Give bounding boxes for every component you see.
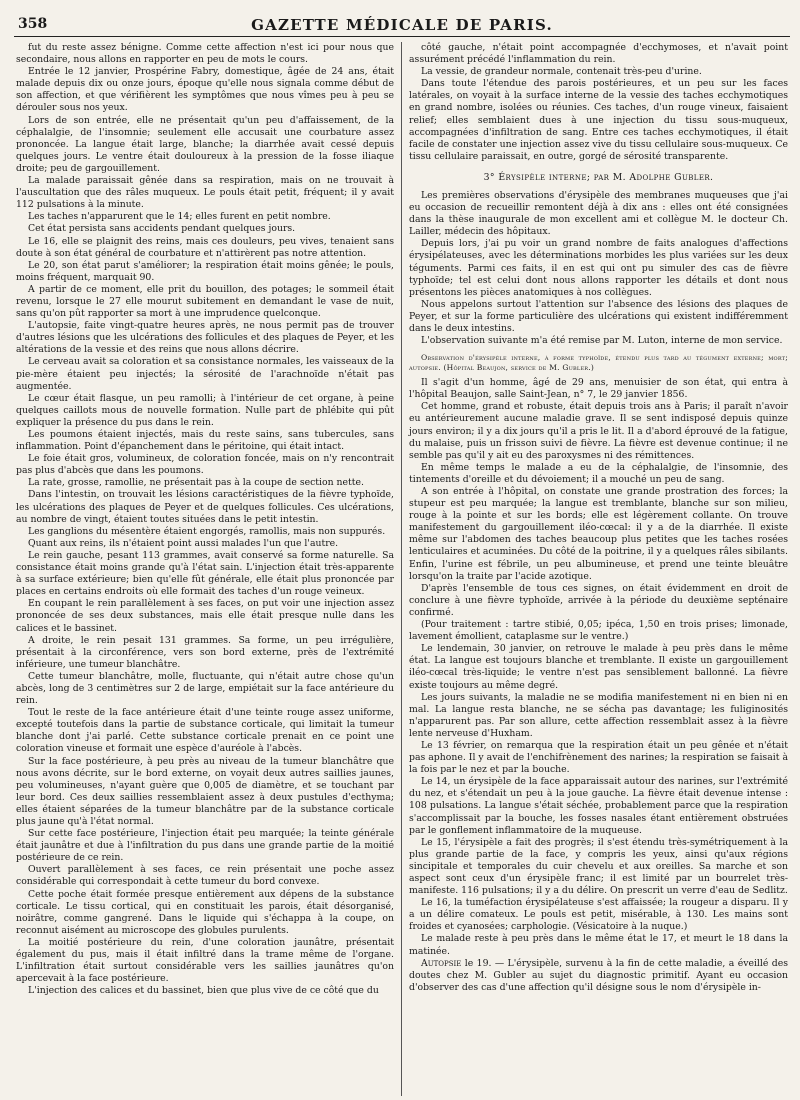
page-number: 358 xyxy=(18,16,48,32)
left-paragraph: Le rein gauche, pesant 113 grammes, avait conservé sa forme naturelle. Sa consistance était moins grande qu'à l'état sain. L'injection était très-apparente à sa surface extérieure; bien qu'elle fût générale, elle était plus prononcée par places en certains endroits où elle formait des taches d'un rouge veineux. xyxy=(16,549,394,598)
left-paragraph: Le cœur était flasque, un peu ramolli; à l'intérieur de cet organe, à peine quelques caillots mous de nouvelle formation. Nulle part de phlébite qui pût expliquer la présence du pus dans le rein. xyxy=(16,392,394,428)
right-paragraph: En même temps le malade a eu de la céphalalgie, de l'insomnie, des tintements d'oreille et du dévoiement; il a mouché un peu de sang. xyxy=(409,461,788,485)
right-paragraph: Le 15, l'érysipèle a fait des progrès; il s'est étendu très-symétriquement à la plus grande partie de la face, y compris les yeux, ainsi qu'aux régions sincipitale et temporales du cuir chevelu et aux oreilles. Sa marche et son aspect sont ceux d'un érysipèle franc; il est limité par un bourrelet très-manifeste. 116 pulsations; il y a du délire. On prescrit un verre d'eau de Sedlitz. xyxy=(409,836,788,897)
left-paragraph: Les poumons étaient injectés, mais du reste sains, sans tubercules, sans inflammation. Point d'épanchement dans le péritoine, qui était intact. xyxy=(16,429,394,453)
right-paragraph: Il s'agit d'un homme, âgé de 29 ans, menuisier de son état, qui entra à l'hôpital Beaujon, salle Saint-Jean, n° 7, le 29 janvier 1856. xyxy=(409,377,788,401)
right-paragraph: Les premières observations d'érysipèle des membranes muqueuses que j'ai eu occasion de recueillir remontent déjà à dix ans : elles ont été consignées dans la thèse inaugurale de mon excellent ami et collègue M. le docteur Ch. Lailler, médecin des hôpitaux. xyxy=(409,189,788,238)
left-paragraph: Tout le reste de la face antérieure était d'une teinte rouge assez uniforme, excepté toutefois dans la partie de substance corticale, qui limitait la tumeur blanche dont j'ai parlé. Cette substance corticale prenait en ce point une coloration vineuse et formait une espèce d'auréole à l'abcès. xyxy=(16,707,394,755)
left-paragraph: La moitié postérieure du rein, d'une coloration jaunâtre, présentait également du pus, mais il était infiltré dans la trame même de l'organe. L'infiltration était surtout considérable vers les saillies jaunâtres qu'on apercevait à la face postérieure. xyxy=(16,936,394,985)
autopsy-paragraph xyxy=(409,958,788,994)
right-column-intro xyxy=(409,42,788,163)
left-paragraph: Cette tumeur blanchâtre, molle, fluctuante, qui n'était autre chose qu'un abcès, long de 3 centimètres sur 2 de large, empiétait sur la face antérieure du rein. xyxy=(16,670,394,707)
left-paragraph: Lors de son entrée, elle ne présentait qu'un peu d'affaissement, de la céphalalgie, de l'insomnie; seulement elle accusait une courbature assez prononcée. La langue était large, blanche; la diarrhée avait cessé depuis quelques jours. Le ventre était douloureux à la pression de la fosse iliaque droite; peu de gargouillement. xyxy=(16,114,394,174)
left-paragraph: La rate, grosse, ramollie, ne présentait pas à la coupe de section nette. xyxy=(28,477,364,489)
right-paragraph: D'après l'ensemble de tous ces signes, on était évidemment en droit de conclure à une fièvre typhoïde, arrivée à la période du deuxième septénaire confirmé. xyxy=(409,582,788,618)
right-paragraph: Nous appelons surtout l'attention sur l'absence des lésions des plaques de Peyer, et sur la forme particulière des ulcérations qui existent indifféremment dans le deux intestins. xyxy=(409,298,788,334)
left-paragraph: Le foie était gros, volumineux, de coloration foncée, mais on n'y rencontrait pas plus d'abcès que dans les poumons. xyxy=(16,453,394,477)
right-paragraph: La vessie, de grandeur normale, contenait très-peu d'urine. xyxy=(421,66,702,78)
left-paragraph: A partir de ce moment, elle prit du bouillon, des potages; le sommeil était revenu, lorsque le 27 elle mourut subitement en demandant le vase de nuit, sans qu'on pût rapporter sa mort à une imprudence quelconque. xyxy=(16,283,394,320)
left-paragraph: fut du reste assez bénigne. Comme cette affection n'est ici pour nous que secondaire, nous allons en rapporter en peu de mots le cours. xyxy=(16,42,394,66)
observation-body xyxy=(409,377,788,958)
left-paragraph: L'injection des calices et du bassinet, bien que plus vive de ce côté que du xyxy=(28,985,379,997)
left-paragraph: Entrée le 12 janvier, Prospérine Fabry, domestique, âgée de 24 ans, était malade depuis dix ou onze jours, époque qu'elle nous signala comme début de son affection, et que vérifièrent les symptômes que nous vîmes peu à peu se dérouler sous nos yeux. xyxy=(16,66,394,114)
left-paragraph: Le cerveau avait sa coloration et sa consistance normales, les vaisseaux de la pie-mère étaient peu injectés; la sérosité de l'arachnoïde n'était pas augmentée. xyxy=(16,356,394,392)
right-paragraph: Cet homme, grand et robuste, était depuis trois ans à Paris; il paraît n'avoir eu antérieurement aucune maladie grave. Il se sent indisposé depuis quinze jours environ; il y a dix jours qu'il a pris le lit. Il a d'abord éprouvé de la fatigue, du malaise, puis un frisson suivi de fièvre. La fièvre est devenue continue; il ne semble pas qu'il y ait eu des paroxysmes ni des rémittences. xyxy=(409,401,788,461)
right-column-section-body xyxy=(409,190,788,347)
left-column xyxy=(14,42,402,1096)
right-paragraph: Le lendemain, 30 janvier, on retrouve le malade à peu près dans le même état. La langue est toujours blanche et tremblante. Il existe un gargouillement iléo-cœcal très-liquide; le ventre n'est pas sensiblement ballonné. La fièvre existe toujours au même degré. xyxy=(409,643,788,691)
left-paragraph: Cette poche était formée presque entièrement aux dépens de la substance corticale. Le tissu cortical, qui en constituait les parois, était désorganisé, noirâtre, comme gangrené. Dans le liquide qui s'échappa à la coupe, on reconnut aisément au microscope des globules purulents. xyxy=(16,888,394,936)
left-paragraph: Sur la face postérieure, à peu près au niveau de la tumeur blanchâtre que nous avons décrite, sur le bord externe, on voyait deux autres saillies jaunes, peu volumineuses, n'ayant guère que 0,005 de diamètre, et se touchant par leur bord. Ces deux saillies ressemblaient assez à deux pustules d'ecthyma; elles étaient séparées de la tumeur blanchâtre par de la substance corticale plus jaune qu'à l'état normal. xyxy=(16,755,394,827)
right-paragraph: côté gauche, n'était point accompagnée d'ecchymoses, et n'avait point assurément précédé l'inflammation du rein. xyxy=(409,42,788,66)
right-paragraph: Depuis lors, j'ai pu voir un grand nombre de faits analogues d'affections érysipélateuses, avec les déterminations morbides les plus variées sur les deux téguments. Parmi ces faits, il en est qui ont pu simuler des cas de fièvre typhoïde; tel est celui dont nous allons rapporter les détails et dont nous présentons les pièces anatomiques à nos collègues. xyxy=(409,238,788,298)
left-paragraph: En coupant le rein parallèlement à ses faces, on put voir une injection assez prononcée de ses deux substances, mais elle était presque nulle dans les calices et le bassinet. xyxy=(16,598,394,634)
left-paragraph: Quant aux reins, ils n'étaient point aussi malades l'un que l'autre. xyxy=(28,537,339,549)
autopsy-lead: Autopsie xyxy=(421,957,462,969)
left-paragraph: Cet état persista sans accidents pendant quelques jours. xyxy=(28,223,296,235)
right-paragraph: Le 16, la tuméfaction érysipélateuse s'est affaissée; la rougeur a disparu. Il y a un délire comateux. Le pouls est petit, misérable, à 130. Les mains sont froides et cyanosées; carphologie. (Vésicatoire à la nuque.) xyxy=(409,897,788,933)
right-paragraph: Dans toute l'étendue des parois postérieures, et un peu sur les faces latérales, on voyait à la surface interne de la vessie des taches ecchymotiques en grand nombre, isolées ou réunies. Ces taches, d'un rouge vineux, faisaient relief; elles semblaient dues à une injection du tissu sous-muqueux, accompagnées d'infiltration de sang. Entre ces taches ecchymotiques, il était facile de constater une injection assez vive du tissu cellulaire sous-muqueux. Ce tissu cellulaire paraissait, en outre, gorgé de sérosité transparente. xyxy=(409,78,788,162)
right-paragraph: A son entrée à l'hôpital, on constate une grande prostration des forces; la stupeur est peu marquée; la langue est tremblante, blanche sur son milieu, rouge à la pointe et sur les bords; elle est légèrement collante. On trouve manifestement du gargouillement iléo-cœcal: il y a de la diarrhée. Il existe même sur l'abdomen des taches beaucoup plus petites que les taches rosées lenticulaires et acuminées. Du côté de la poitrine, il y a quelques râles sibilants. Enfin, l'urine est fébrile, un peu albumineuse, et prend une teinte bleuâtre lorsqu'on la traite par l'acide azotique. xyxy=(409,486,788,582)
journal-title: GAZETTE MÉDICALE DE PARIS. xyxy=(251,16,553,34)
section-title: 3° Érysipèle interne; par M. Adolphe Gubler. xyxy=(483,171,714,183)
right-paragraph: Le 13 février, on remarqua que la respiration était un peu gênée et n'était pas aphone. Il y avait de l'enchifrènement des narines; la respiration se faisait à la fois par le nez et par la bouche. xyxy=(409,739,788,776)
right-paragraph: (Pour traitement : tartre stibié, 0,05; ipéca, 1,50 en trois prises; limonade, lavement émollient, cataplasme sur le ventre.) xyxy=(409,619,788,643)
right-paragraph: Le malade reste à peu près dans le même état le 17, et meurt le 18 dans la matinée. xyxy=(409,933,788,957)
left-paragraph: Le 20, son état parut s'améliorer; la respiration était moins gênée; le pouls, moins fréquent, marquait 90. xyxy=(16,259,394,283)
right-paragraph: Le 14, un érysipèle de la face apparaissait autour des narines, sur l'extrémité du nez, et s'étendait un peu à la joue gauche. La fièvre était devenue intense : 108 pulsations. La langue s'était séchée, probablement parce que la respiration s'accomplissait par la bouche, les fosses nasales étant entièrement obstruées par le gonflement inflammatoire de la muqueuse. xyxy=(409,776,788,836)
article-columns xyxy=(14,42,790,1096)
right-paragraph: Les jours suivants, la maladie ne se modifia manifestement ni en bien ni en mal. La langue resta blanche, ne se sécha pas davantage; les fuliginosités n'apparurent pas. Par son allure, cette affection ressemblait assez à la fièvre lente nerveuse d'Huxham. xyxy=(409,691,788,739)
left-paragraph: A droite, le rein pesait 131 grammes. Sa forme, un peu irrégulière, présentait à la circonférence, vers son bord externe, près de l'extrémité inférieure, une tumeur blanchâtre. xyxy=(16,634,394,670)
left-paragraph: Les ganglions du mésentère étaient engorgés, ramollis, mais non suppurés. xyxy=(28,525,386,537)
autopsy-text: le 19. — L'érysipèle, survenu à la fin de cette maladie, a éveillé des doutes chez M. Gubler au sujet du diagnostic primitif. Ayant eu occasion d'observer des cas d'une affection qu'il désigne sous le nom d'érysipèle in- xyxy=(409,957,788,993)
right-paragraph: L'observation suivante m'a été remise par M. Luton, interne de mon service. xyxy=(421,335,783,347)
left-paragraph: Le 16, elle se plaignit des reins, mais ces douleurs, peu vives, tenaient sans doute à son état général de courbature et n'attirèrent pas notre attention. xyxy=(16,235,394,259)
left-paragraph: L'autopsie, faite vingt-quatre heures après, ne nous permit pas de trouver d'autres lésions que les ulcérations des follicules et des plaques de Peyer, et les altérations de la vessie et des reins que nous allons décrire. xyxy=(16,320,394,356)
left-paragraph: Ouvert parallèlement à ses faces, ce rein présentait une poche assez considérable qui correspondait à cette tumeur du bord convexe. xyxy=(16,864,394,888)
page-header xyxy=(14,14,790,37)
left-paragraph: Les taches n'apparurent que le 14; elles furent en petit nombre. xyxy=(28,211,331,223)
left-paragraph: La malade paraissait gênée dans sa respiration, mais on ne trouvait à l'auscultation que des râles muqueux. Le pouls était petit, fréquent; il y avait 112 pulsations à la minute. xyxy=(16,175,394,211)
left-paragraph: Dans l'intestin, on trouvait les lésions caractéristiques de la fièvre typhoïde, les ulcérations des plaques de Peyer et de quelques follicules. Ces ulcérations, au nombre de vingt, étaient toutes situées dans le petit intestin. xyxy=(16,489,394,525)
observation-heading: Observation d'érysipèle interne, à forme typhoïde, étendu plus tard au tégument externe; mort; autopsie. (Hôpital Beaujon, service de M. Gubler.) xyxy=(409,353,788,373)
left-paragraph: Sur cette face postérieure, l'injection était peu marquée; la teinte générale était jaunâtre et due à l'infiltration du pus dans une grande partie de la moitié postérieure de ce rein. xyxy=(16,828,394,864)
right-column xyxy=(402,42,790,1096)
